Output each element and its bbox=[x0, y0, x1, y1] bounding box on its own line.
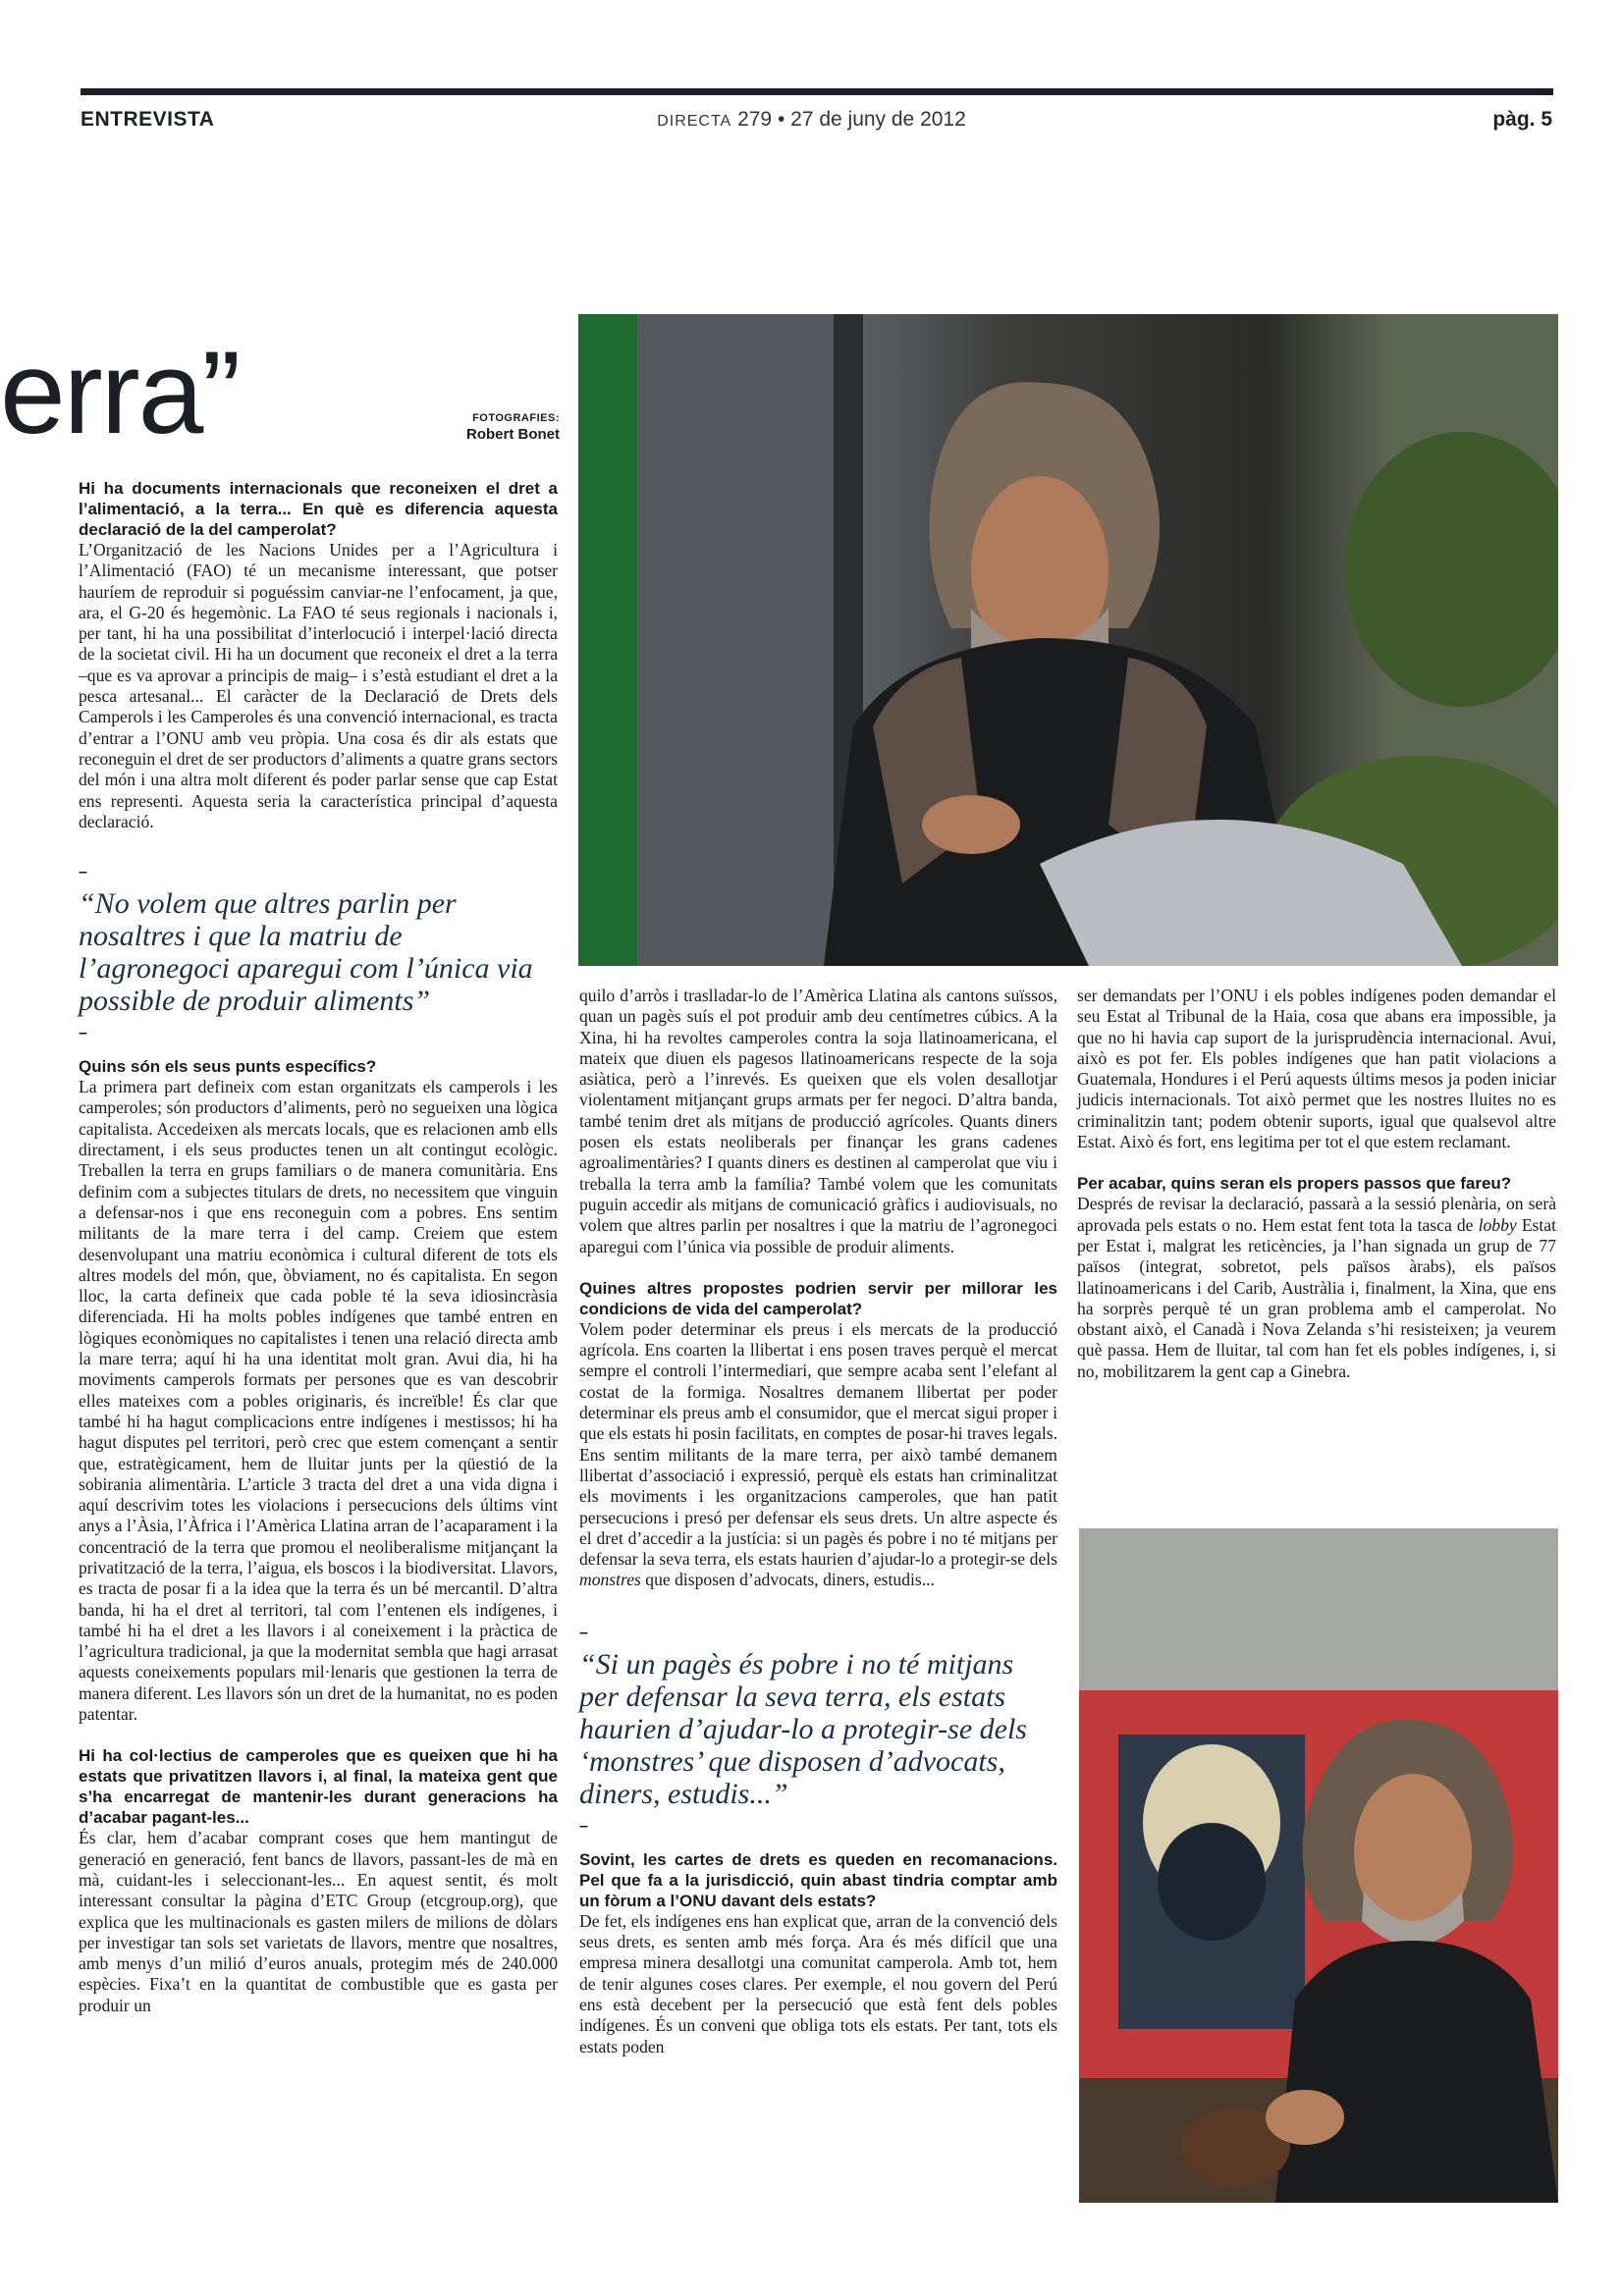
pullquote-dash-bottom: – bbox=[79, 1025, 87, 1042]
answer-next-steps-end: Estat per Estat i, malgrat les reticències, ja l’han signada un grup de 77 països (integrat, sobretot, pels països àrabs), els països llatinoamericans i del Carib, Austràlia i, finalment, la Xina, que ens ha sorprès perquè té un gran problema amb el camperolat. No obstant això, el Canadà i Nova Zelanda s’hi resisteixen; ja veurem què passa. Hem de lluitar, tal com han fet els pobles indígenes, i, si no, mobilitzarem la gent cap a Ginebra. bbox=[1077, 1214, 1556, 1381]
question-next-steps: Per acabar, quins seran els propers passos que fareu? bbox=[1077, 1174, 1512, 1194]
page-number: pàg. 5 bbox=[1492, 108, 1552, 131]
answer-fao: L’Organització de les Nacions Unides per a l’Agricultura i l’Alimentació (FAO) té un mecanisme interessant, que potser hauríem de reproduir si poguéssim canviar-ne l’enfocament, ja que, ara, el G-20 és hegemònic. La FAO té seus regionals i nacionals i, per tant, hi ha una possibilitat d’interlocució i interpel·lació directa de la societat civil. Hi ha un document que reconeix el dret a la terra –que es va aprovar a principis de maig– i s’està estudiant el dret a la pesca artesanal... El caràcter de la Declaració de Drets dels Camperols i les Camperoles és una convenció internacional, es tracta d’entrar a l’ONU amb veu pròpia. Una cosa és dir als estats que reconeguin el dret de ser productors d’aliments a quatre grans sectors del món i una altra molt diferent és poder parlar sense que cap Estat ens representi. Aquesta seria la característica principal d’aquesta declaració. bbox=[79, 540, 558, 831]
article-column-1 bbox=[79, 478, 558, 2016]
answer-jurisdiction: De fet, els indígenes ens han explicat que, arran de la convenció dels seus drets, es senten amb més força. Ara és més difícil que una empresa minera desallotgi una comunitat camperola. Amb tot, hem de tenir algunes coses clares. Per exemple, el nou govern del Perú ens està decebent per la persecució que està fent dels pobles indígenes. És un conveni que obliga tots els estats. Per tant, tots els estats poden bbox=[579, 1910, 1057, 2056]
photo-interviewee-seated bbox=[578, 314, 1558, 966]
answer-other-proposals-text: Volem poder determinar els preus i els mercats de la producció agrícola. Ens coarten la llibertat i ens posen traves perquè el mercat sempre el controli l’intermediari, que sempre acaba sent l’elefant al costat de la formiga. Nosaltres demanem llibertat per poder determinar els preus amb el consumidor, que el mercat sigui proper i que els estats hi posin facilitats, en comptes de posar-hi traves legals. Ens sentim militants de la mare terra, per això també demanem llibertat d’associació i expressió, perquè els estats han criminalitzat els moviments i les organitzacions camperoles, que han patit persecucions i presó per defensar els seus drets. Un altre aspecte és el dret d’accedir a la justícia: si un pagès és pobre i no té mitjans per defensar la seva terra, els estats haurien d’ajudar-lo a protegir-se dels bbox=[579, 1318, 1057, 1570]
photographer-name: Robert Bonet bbox=[466, 426, 560, 443]
answer-seeds-continued: quilo d’arròs i traslladar-lo de l’Amèrica Llatina als cantons suïssos, quan un pagès suís el pot produir amb deu centímetres cúbics. A la Xina, hi ha revoltes camperoles contra la soja llatinoamericana, el mateix que diuen els pagesos llatinoamericans respecte de la soja asiàtica, però a l’inrevés. Es queixen que els volen desallotjar violentament mitjançant grups armats per fer negoci. D’altra banda, també tenim dret als mitjans de producció agrícoles. Quants diners posen els estats neoliberals per finançar les grans cadenes agroalimentàries? I quants diners es destinen al camperolat que viu i treballa la terra amb la família? També volem que les comunitats puguin accedir als mitjans de comunicació gràfics i audiovisuals, no volem que altres parlin per nosaltres i que la matriu de l’agronegoci aparegui com l’única via possible de produir aliments. bbox=[579, 986, 1057, 1256]
answer-specific-points: La primera part defineix com estan organitzats els camperols i les camperoles; són productors d’aliments, però no segueixen una lògica capitalista. Accedeixen als mercats locals, que es relacionen amb ells directament, i els seus productes tenen un alt contingut ecològic. Treballen la terra en grups familiars o de manera comunitària. Ens definim com a subjectes titulars de drets, no necessitem que vinguin a defensar-nos i que ens reconeguin com a pobres. Ens sentim militants de la mare terra i del camp. Creiem que estem desenvolupant una matriu econòmica i cultural diferent de tots els altres models del món, que, òbviament, no és capitalista. En segon lloc, la carta defineix que cada poble té la seva idiosincràsia diferenciada. Hi ha molts pobles indígenes que també entren en lògiques econòmiques no capitalistes i tenen una relació directa amb la mare terra; aquí hi ha una identitat molt gran. Avui dia, hi ha moviments camperols formats per persones que es van descobrir elles mateixes com a pobles originaris, és increïble! És clar que també hi ha hagut complicacions entre indígenes i mestissos; hi ha hagut disputes pel territori, però crec que estem començant a sentir que, estratègicament, hem de lluitar junts per la qüestió de la sobirania alimentària. L’article 3 tracta del dret a una vida digna i aquí descrivim totes les violacions i persecucions dels últims vint anys a l’Àsia, l’Àfrica i l’Amèrica Llatina arran de l’acaparament i la concentració de la terra que promou el neoliberalisme mitjançant la privatització de la terra, l’aigua, els boscos i la biodiversitat. Llavors, es tracta de posar fi a la idea que la terra és un bé mercantil. D’altra banda, hi ha el dret al territori, tal com l’entenen els indígenes, i també hi ha el dret a les llavors i al coneixement i la pràctica de l’agricultura tradicional, ja que la modernitat sembla que hagi arrasat aquests coneixements populars mil·lenaris que gestionen la terra de manera diferent. Les llavors són un dret de la humanitat, no es poden patentar. bbox=[79, 1077, 558, 1725]
answer-other-proposals-end: que disposen d’advocats, diners, estudis... bbox=[645, 1570, 935, 1590]
photo-interviewee-red-wall bbox=[1079, 1528, 1558, 2203]
question-other-proposals: Quines altres propostes podrien servir per millorar les condicions de vida del camperolat? bbox=[579, 1278, 1057, 1318]
issue-info bbox=[0, 108, 1623, 132]
photo-interviewee-seated-illustration bbox=[578, 314, 1558, 966]
pullquote-monstres: “Si un pagès és pobre i no té mitjans per defensar la seva terra, els estats haurien d’ajudar-lo a protegir-se dels ‘monstres’ que disposen d’advocats, diners, estudis...” bbox=[579, 1647, 1027, 1810]
pullquote2-dash-top: – bbox=[579, 1624, 588, 1641]
answer-next-steps bbox=[1077, 1194, 1556, 1382]
answer-next-steps-text: Després de revisar la declaració, passarà a la sessió plenària, on serà aprovada pels estats o no. Hem estat fent tota la tasca de bbox=[1077, 1194, 1556, 1235]
answer-lobby: lobby bbox=[1478, 1214, 1517, 1235]
pullquote-dash-top: – bbox=[79, 864, 87, 881]
answer-other-proposals bbox=[579, 1319, 1057, 1591]
question-seeds: Hi ha col·lectius de camperoles que es queixen que hi ha estats que privatitzen llavors i, al final, la mateixa gent que s’ha encarregat de mantenir-les durant generacions ha d’acabar pagant-les... bbox=[79, 1746, 558, 1828]
section-label: ENTREVISTA bbox=[81, 108, 215, 131]
top-rule bbox=[81, 88, 1553, 95]
photo-credit bbox=[412, 412, 560, 443]
headline-fragment: erra” bbox=[0, 327, 240, 458]
article-column-3 bbox=[1077, 986, 1556, 1382]
answer-seeds: És clar, hem d’acabar comprant coses que hem mantingut de generació en generació, fent bancs de llavors, passant-les de mà en mà, cuidant-les i seleccionant-les... En aquest sentit, és molt interessant consultar la pàgina d’ETC Group (etcgroup.org), que explica que les multinacionals es gasten milers de milions de dòlars per investigar tan sols set varietats de llavors, mentre que nosaltres, amb menys d’un milió d’euros anuals, protegim més de 240.000 espècies. Fixa’t en la quantitat de combustible que es gasta per produir un bbox=[79, 1828, 558, 2015]
question-specific-points: Quins són els seus punts específics? bbox=[79, 1057, 377, 1077]
photo-credit-label: FOTOGRAFIES: bbox=[472, 412, 560, 424]
pullquote2-dash-bottom: – bbox=[579, 1817, 588, 1835]
photo-interviewee-red-wall-illustration bbox=[1079, 1528, 1558, 2203]
answer-monstres: monstres bbox=[579, 1570, 641, 1590]
issue-date: 279 • 27 de juny de 2012 bbox=[737, 108, 966, 131]
question-jurisdiction: Sovint, les cartes de drets es queden en recomanacions. Pel que fa a la jurisdicció, quin abast tindria comptar amb un fòrum a l’ONU davant dels estats? bbox=[579, 1849, 1057, 1910]
question-fao: Hi ha documents internacionals que reconeixen el dret a l’alimentació, a la terra... En què es diferencia aquesta declaració de la del camperolat? bbox=[79, 479, 558, 539]
answer-jurisdiction-continued: ser demandats per l’ONU i els pobles indígenes poden demandar el seu Estat al Tribunal de la Haia, cosa que abans era impossible, ja que no hi havia cap suport de la jurisprudència internacional. Avui, això es pot fer. Els pobles indígenes que han patit violacions a Guatemala, Hondures i el Perú aquests últims mesos ja poden iniciar judicis internacionals. Tot això permet que les nostres lluites no es criminalitzin tant; podem obtenir suports, igual que qualsevol altre Estat. Això és fort, ens legitima per tot el que estem reclamant. bbox=[1077, 986, 1556, 1152]
pullquote-agronegoci: “No volem que altres parlin per nosaltres i que la matriu de l’agronegoci aparegui com l’única via possible de produir aliments” bbox=[79, 887, 533, 1018]
publication-name: DIRECTA bbox=[657, 113, 732, 130]
article-column-2 bbox=[579, 986, 1057, 2057]
